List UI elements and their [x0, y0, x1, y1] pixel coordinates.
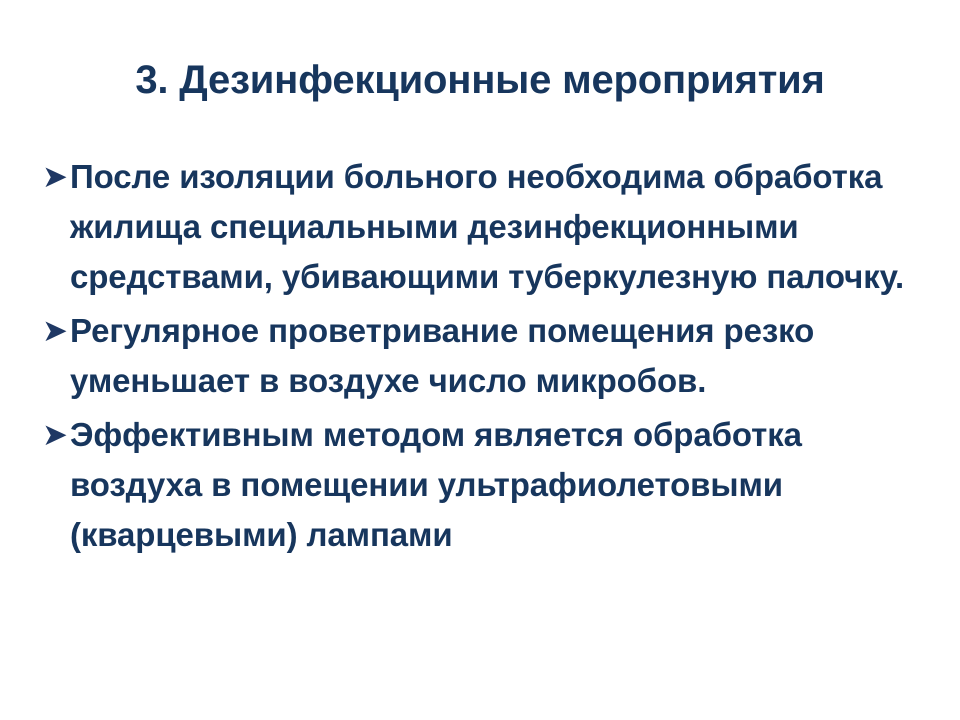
list-item-text: Регулярное проветривание помещения резко уменьшает в воздухе число микробов. — [70, 312, 815, 399]
arrow-bullet-icon: ➤ — [42, 313, 68, 348]
list-item — [36, 152, 936, 302]
list-item — [36, 306, 936, 406]
arrow-bullet-icon: ➤ — [42, 417, 68, 452]
arrow-bullet-icon: ➤ — [42, 159, 68, 194]
list-item — [36, 410, 936, 560]
bullet-list — [36, 152, 936, 564]
list-item-text: Эффективным методом является обработка воздуха в помещении ультрафиолетовыми (кварцевыми) лампами — [70, 416, 802, 553]
list-item-text: После изоляции больного необходима обработка жилища специальными дезинфекционными средствами, убивающими туберкулезную палочку. — [70, 158, 905, 295]
page-title: 3. Дезинфекционные мероприятия — [135, 58, 825, 102]
